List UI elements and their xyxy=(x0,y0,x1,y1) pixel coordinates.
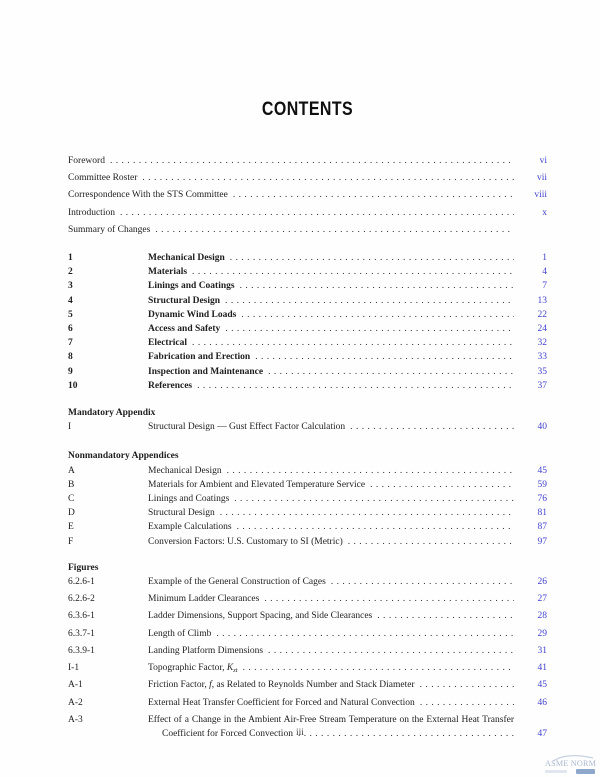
appendix-letter: E xyxy=(68,522,74,533)
dot-leader xyxy=(348,535,514,549)
page-link[interactable]: 47 xyxy=(537,728,547,739)
appendix-letter: A xyxy=(68,465,75,476)
toc-entry-appendix xyxy=(68,535,547,549)
dot-leader xyxy=(230,251,514,265)
dot-leader xyxy=(420,696,514,710)
dot-leader xyxy=(264,592,514,606)
appendix-title: Materials for Ambient and Elevated Temperature Service xyxy=(148,479,366,490)
nonmandatory-appendices-section xyxy=(68,449,547,548)
figure-title: Landing Platform Dimensions xyxy=(148,645,264,656)
figure-number: A-3 xyxy=(68,714,83,725)
dot-leader xyxy=(350,420,514,434)
page-link[interactable]: 81 xyxy=(537,508,547,519)
toc-entry-chapter xyxy=(68,251,547,265)
dot-leader xyxy=(243,661,514,675)
page-link[interactable]: vii xyxy=(536,173,547,184)
mandatory-appendix-section xyxy=(68,406,547,434)
front-matter-section xyxy=(68,153,547,239)
page-link[interactable]: 13 xyxy=(537,295,547,306)
page-link[interactable]: 31 xyxy=(537,645,547,656)
dot-leader xyxy=(241,308,514,322)
entry-label: Committee Roster xyxy=(68,173,138,184)
dot-leader xyxy=(237,520,514,534)
appendix-title: Structural Design xyxy=(148,508,215,519)
section-heading: Nonmandatory Appendices xyxy=(68,451,179,462)
page-link[interactable]: x xyxy=(542,207,547,218)
toc-entry-figure xyxy=(68,575,547,592)
appendix-title: Conversion Factors: U.S. Customary to SI (Metric) xyxy=(148,536,343,547)
toc-entry-chapter xyxy=(68,294,547,308)
dot-leader xyxy=(110,153,514,170)
dot-leader xyxy=(268,644,514,658)
page-link[interactable]: 59 xyxy=(537,479,547,490)
appendix-title: Structural Design — Gust Effect Factor Calculation xyxy=(148,422,346,433)
toc-entry-appendix xyxy=(68,478,547,492)
dot-leader xyxy=(233,187,514,204)
page-title: CONTENTS xyxy=(261,99,354,120)
toc-entry-figure xyxy=(68,627,547,644)
page-link[interactable]: 41 xyxy=(537,663,547,674)
page-link[interactable]: 32 xyxy=(537,338,547,349)
chapters-section xyxy=(68,251,547,393)
entry-label: Foreword xyxy=(68,156,105,166)
chapter-number: 1 xyxy=(68,253,73,264)
watermark-sub-elements xyxy=(545,769,597,774)
figure-number: 6.3.7-1 xyxy=(68,628,95,639)
figure-title: Friction Factor, f, as Related to Reynolds Number and Stack Diameter xyxy=(148,680,415,691)
toc-entry-figure xyxy=(68,678,547,695)
appendix-title: Example Calculations xyxy=(148,522,232,533)
page-link[interactable]: 7 xyxy=(542,281,547,292)
page-link[interactable]: 40 xyxy=(537,422,547,433)
section-heading: Figures xyxy=(68,562,99,573)
toc-entry-chapter xyxy=(68,308,547,322)
figure-title: Length of Climb xyxy=(148,628,212,639)
chapter-title: Fabrication and Erection xyxy=(148,352,251,363)
chapter-title: Materials xyxy=(148,267,188,278)
page-link[interactable]: 33 xyxy=(537,352,547,363)
toc-entry xyxy=(68,170,547,187)
page-link[interactable]: 76 xyxy=(537,494,547,505)
page-link[interactable]: 87 xyxy=(537,522,547,533)
toc-entry-figure xyxy=(68,592,547,609)
chapter-number: 6 xyxy=(68,324,73,335)
toc-entry-figure xyxy=(68,644,547,661)
dot-leader xyxy=(192,336,514,350)
figure-number: I-1 xyxy=(68,663,80,674)
toc-entry xyxy=(68,222,547,239)
chapter-number: 7 xyxy=(68,338,73,349)
toc-entry-appendix xyxy=(68,464,547,478)
toc-entry-chapter xyxy=(68,279,547,293)
entry-label: Summary of Changes xyxy=(68,224,151,235)
figure-title: Topographic Factor, $K_{zt}$ xyxy=(148,663,238,675)
watermark-tagline-bar xyxy=(545,770,567,773)
toc-entry xyxy=(68,187,547,204)
figure-title-line1: Effect of a Change in the Ambient Air-Free Stream Temperature on the External Heat Transfer xyxy=(148,714,514,725)
toc-entry-figure xyxy=(68,609,547,626)
entry-label: Correspondence With the STS Committee xyxy=(68,190,228,201)
asme-norm-watermark xyxy=(545,754,597,774)
figure-title-line2: Coefficient for Forced Convection xyxy=(162,728,293,739)
page-link[interactable]: viii xyxy=(534,190,547,201)
chapter-number: 8 xyxy=(68,352,73,363)
page-link[interactable]: 24 xyxy=(537,324,547,335)
figure-title: Minimum Ladder Clearances xyxy=(148,594,260,605)
dot-leader xyxy=(192,265,514,279)
dot-leader xyxy=(225,322,514,336)
chapter-number: 2 xyxy=(68,267,73,278)
appendix-letter: F xyxy=(68,536,74,547)
page-link[interactable]: 46 xyxy=(537,697,547,708)
toc-entry-chapter xyxy=(68,336,547,350)
figure-number: 6.2.6-1 xyxy=(68,577,95,588)
toc-entry-chapter xyxy=(68,379,547,393)
page-link[interactable]: 4 xyxy=(542,267,547,278)
appendix-letter: B xyxy=(68,479,75,490)
dot-leader xyxy=(225,294,514,308)
chapter-title: Mechanical Design xyxy=(148,253,225,264)
appendix-letter: D xyxy=(68,508,75,519)
folio-page-number: iii xyxy=(296,728,304,738)
figure-number: 6.3.6-1 xyxy=(68,611,95,622)
chapter-title: Electrical xyxy=(148,338,188,349)
dot-leader xyxy=(377,609,514,623)
chapter-number: 4 xyxy=(68,295,73,306)
watermark-text: ASME NORM xyxy=(545,759,597,768)
toc-entry-appendix xyxy=(68,492,547,506)
chapter-number: 5 xyxy=(68,309,73,320)
chapter-title: Structural Design xyxy=(148,295,221,306)
toc-entry-chapter xyxy=(68,265,547,279)
appendix-title: Linings and Coatings xyxy=(148,494,230,505)
toc-entry-figure xyxy=(68,696,547,713)
dot-leader xyxy=(220,506,514,520)
page-link[interactable]: 35 xyxy=(537,366,547,377)
page-link[interactable]: 45 xyxy=(537,680,547,691)
chapter-title: Access and Safety xyxy=(148,324,221,335)
dot-leader xyxy=(227,464,514,478)
chapter-number: 3 xyxy=(68,281,73,292)
appendix-letter: I xyxy=(68,422,72,433)
page-link[interactable]: 27 xyxy=(537,594,547,605)
toc-entry xyxy=(68,205,547,222)
chapter-title: Inspection and Maintenance xyxy=(148,366,264,377)
dot-leader xyxy=(216,627,514,641)
dot-leader xyxy=(234,492,514,506)
figures-section xyxy=(68,561,547,741)
appendix-letter: C xyxy=(68,494,75,505)
figure-title: External Heat Transfer Coefficient for Forced and Natural Convection xyxy=(148,697,415,708)
watermark-badge xyxy=(576,769,595,774)
dot-leader xyxy=(155,222,514,239)
chapter-title: Dynamic Wind Loads xyxy=(148,309,237,320)
toc-entry-figure xyxy=(68,661,547,678)
toc-entry-appendix xyxy=(68,520,547,534)
dot-leader xyxy=(142,170,514,187)
figure-title: Example of the General Construction of Cages xyxy=(148,577,326,588)
page-link[interactable]: 37 xyxy=(537,380,547,391)
dot-leader xyxy=(255,350,514,364)
chapter-title: References xyxy=(148,380,193,391)
figure-title: Ladder Dimensions, Support Spacing, and Side Clearances xyxy=(148,611,373,622)
toc-entry-appendix xyxy=(68,420,547,434)
appendix-title: Mechanical Design xyxy=(148,465,222,476)
page-link[interactable]: 97 xyxy=(537,536,547,547)
chapter-title: Linings and Coatings xyxy=(148,281,235,292)
dot-leader xyxy=(240,279,514,293)
toc-entry-chapter xyxy=(68,322,547,336)
dot-leader xyxy=(370,478,514,492)
figure-number: A-2 xyxy=(68,697,83,708)
entry-label: Introduction xyxy=(68,207,115,218)
page-link[interactable]: 22 xyxy=(537,309,547,320)
page-link[interactable]: 29 xyxy=(537,628,547,639)
page-link[interactable]: 1 xyxy=(542,253,547,264)
figure-number: A-1 xyxy=(68,680,83,691)
toc-entry xyxy=(68,153,547,170)
section-heading: Mandatory Appendix xyxy=(68,408,156,419)
page-link[interactable]: 26 xyxy=(537,577,547,588)
figure-number: 6.2.6-2 xyxy=(68,594,95,605)
figure-number: 6.3.9-1 xyxy=(68,645,95,656)
dot-leader xyxy=(331,575,514,589)
chapter-number: 10 xyxy=(68,380,78,391)
dot-leader xyxy=(197,379,514,393)
dot-leader xyxy=(268,365,514,379)
dot-leader xyxy=(420,678,514,692)
dot-leader xyxy=(120,205,514,222)
page-link[interactable]: 45 xyxy=(537,465,547,476)
page-link[interactable]: vi xyxy=(539,156,547,166)
chapter-number: 9 xyxy=(68,366,73,377)
toc-entry-appendix xyxy=(68,506,547,520)
page-link[interactable]: 28 xyxy=(537,611,547,622)
toc-entry-chapter xyxy=(68,350,547,364)
toc-entry-chapter xyxy=(68,365,547,379)
